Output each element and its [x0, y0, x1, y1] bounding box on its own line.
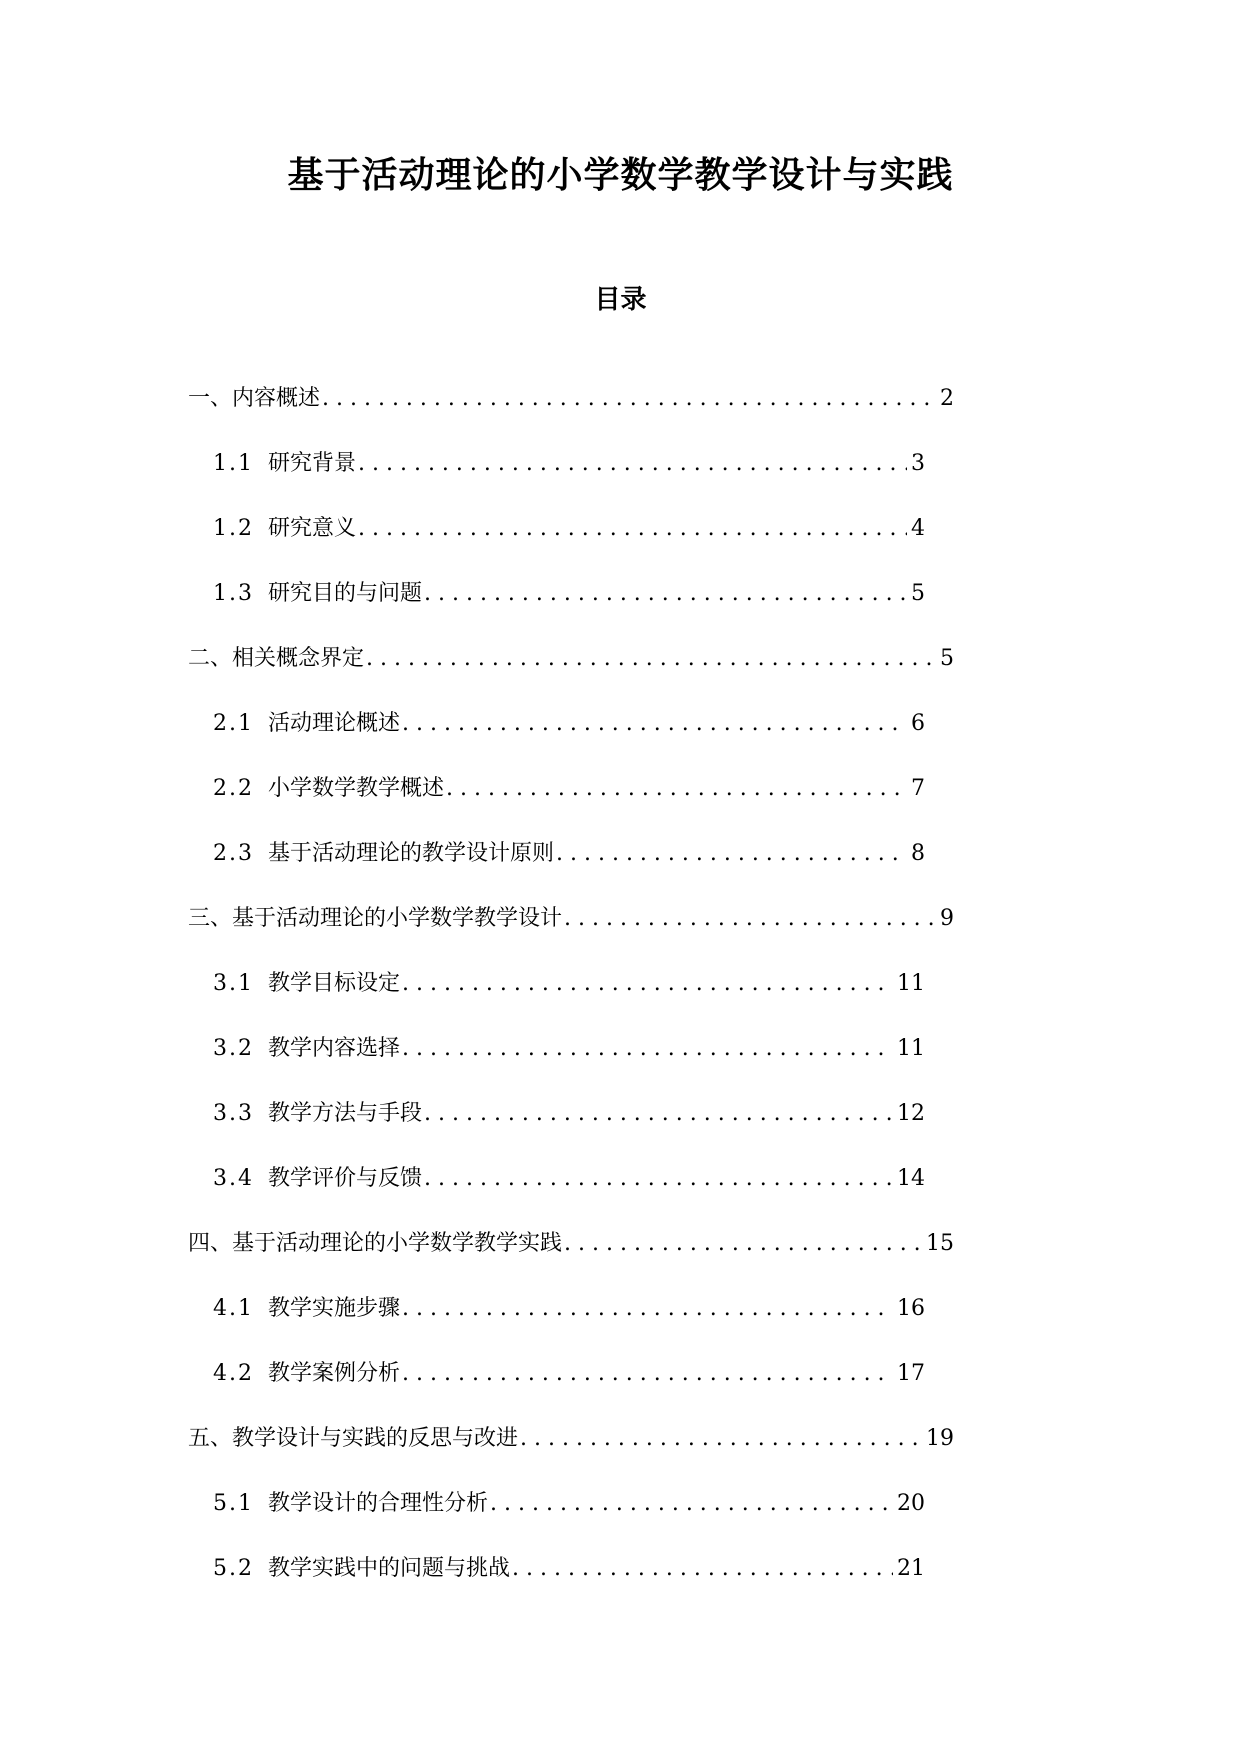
- toc-entry-title: 研究意义: [268, 516, 357, 541]
- toc-entry[interactable]: [188, 1034, 925, 1099]
- toc-entry-page-number: 15: [926, 1231, 954, 1256]
- toc-entry[interactable]: [188, 1489, 925, 1554]
- toc-entry-page-number: 9: [940, 906, 954, 931]
- toc-entry-page-number: 4: [911, 516, 925, 541]
- toc-dot-leader: [322, 384, 936, 414]
- toc-entry-title: 二、相关概念界定: [188, 646, 365, 671]
- toc-entry[interactable]: [188, 1424, 954, 1489]
- toc-entry-title: 研究目的与问题: [268, 581, 423, 606]
- toc-entry-title: 五、教学设计与实践的反思与改进: [188, 1426, 519, 1451]
- toc-entry-page-number: 6: [911, 711, 925, 736]
- toc-entry-page-number: 11: [897, 1036, 925, 1061]
- toc-dot-leader: [564, 904, 936, 934]
- toc-entry-title: 教学设计的合理性分析: [268, 1491, 489, 1516]
- toc-entry-page-number: 11: [897, 971, 925, 996]
- toc-dot-leader: [446, 774, 907, 804]
- toc-dot-leader: [520, 1424, 922, 1454]
- toc-entry-number: 3.3: [213, 1101, 254, 1126]
- toc-entry[interactable]: [188, 1229, 954, 1294]
- toc-entry[interactable]: [188, 1294, 925, 1359]
- toc-dot-leader: [556, 839, 907, 869]
- document-title: 基于活动理论的小学数学教学设计与实践: [287, 154, 954, 196]
- toc-entry-title: 小学数学教学概述: [268, 776, 445, 801]
- toc-entry-title: 教学目标设定: [268, 971, 401, 996]
- toc-entry-title: 一、内容概述: [188, 386, 321, 411]
- toc-entry[interactable]: [188, 969, 925, 1034]
- toc-heading: 目录: [594, 285, 647, 315]
- toc-entry-number: 2.3: [213, 841, 254, 866]
- toc-entry[interactable]: [188, 839, 925, 904]
- toc-entry[interactable]: [188, 384, 954, 449]
- toc-entry-page-number: 7: [911, 776, 925, 801]
- toc-entry-page-number: 17: [897, 1361, 925, 1386]
- toc-dot-leader: [424, 1164, 893, 1194]
- toc-entry-number: 3.2: [213, 1036, 254, 1061]
- toc-dot-leader: [366, 644, 936, 674]
- toc-entry-title: 教学评价与反馈: [268, 1166, 423, 1191]
- toc-entry[interactable]: [188, 1359, 925, 1424]
- toc-dot-leader: [402, 969, 893, 999]
- toc-dot-leader: [402, 1359, 893, 1389]
- toc-dot-leader: [424, 1099, 893, 1129]
- toc-entry-page-number: 16: [897, 1296, 925, 1321]
- table-of-contents: [188, 384, 954, 1619]
- toc-entry-title: 三、基于活动理论的小学数学教学设计: [188, 906, 563, 931]
- toc-entry[interactable]: [188, 579, 925, 644]
- toc-entry-title: 教学实施步骤: [268, 1296, 401, 1321]
- toc-entry-page-number: 8: [911, 841, 925, 866]
- toc-entry-title: 教学方法与手段: [268, 1101, 423, 1126]
- toc-dot-leader: [490, 1489, 893, 1519]
- toc-entry-page-number: 5: [911, 581, 925, 606]
- toc-entry-page-number: 20: [897, 1491, 925, 1516]
- toc-entry-number: 3.4: [213, 1166, 254, 1191]
- toc-entry-number: 3.1: [213, 971, 254, 996]
- toc-dot-leader: [358, 449, 907, 479]
- toc-entry[interactable]: [188, 904, 954, 969]
- toc-entry-title: 四、基于活动理论的小学数学教学实践: [188, 1231, 563, 1256]
- toc-entry[interactable]: [188, 774, 925, 839]
- toc-entry-title: 活动理论概述: [268, 711, 401, 736]
- toc-dot-leader: [402, 1294, 893, 1324]
- toc-dot-leader: [512, 1554, 893, 1584]
- toc-entry[interactable]: [188, 1099, 925, 1164]
- toc-entry[interactable]: [188, 709, 925, 774]
- toc-entry-page-number: 14: [897, 1166, 925, 1191]
- toc-dot-leader: [564, 1229, 922, 1259]
- toc-dot-leader: [402, 709, 907, 739]
- toc-entry-number: 4.2: [213, 1361, 254, 1386]
- toc-entry-number: 1.2: [213, 516, 254, 541]
- toc-entry[interactable]: [188, 1164, 925, 1229]
- toc-entry-page-number: 12: [897, 1101, 925, 1126]
- toc-entry[interactable]: [188, 449, 925, 514]
- toc-entry-number: 5.1: [213, 1491, 254, 1516]
- toc-entry-number: 2.2: [213, 776, 254, 801]
- toc-entry-number: 2.1: [213, 711, 254, 736]
- toc-entry-number: 4.1: [213, 1296, 254, 1321]
- toc-dot-leader: [424, 579, 907, 609]
- toc-entry-page-number: 21: [897, 1556, 925, 1581]
- toc-entry-title: 教学案例分析: [268, 1361, 401, 1386]
- toc-entry-page-number: 3: [911, 451, 925, 476]
- toc-dot-leader: [358, 514, 907, 544]
- toc-entry-title: 教学内容选择: [268, 1036, 401, 1061]
- toc-entry-page-number: 5: [940, 646, 954, 671]
- toc-entry-number: 5.2: [213, 1556, 254, 1581]
- toc-entry-page-number: 19: [926, 1426, 954, 1451]
- toc-entry-number: 1.3: [213, 581, 254, 606]
- toc-entry[interactable]: [188, 514, 925, 579]
- toc-entry[interactable]: [188, 644, 954, 709]
- toc-entry[interactable]: [188, 1554, 925, 1619]
- toc-entry-title: 基于活动理论的教学设计原则: [268, 841, 555, 866]
- toc-entry-number: 1.1: [213, 451, 254, 476]
- toc-entry-page-number: 2: [940, 386, 954, 411]
- toc-dot-leader: [402, 1034, 893, 1064]
- toc-entry-title: 研究背景: [268, 451, 357, 476]
- toc-entry-title: 教学实践中的问题与挑战: [268, 1556, 511, 1581]
